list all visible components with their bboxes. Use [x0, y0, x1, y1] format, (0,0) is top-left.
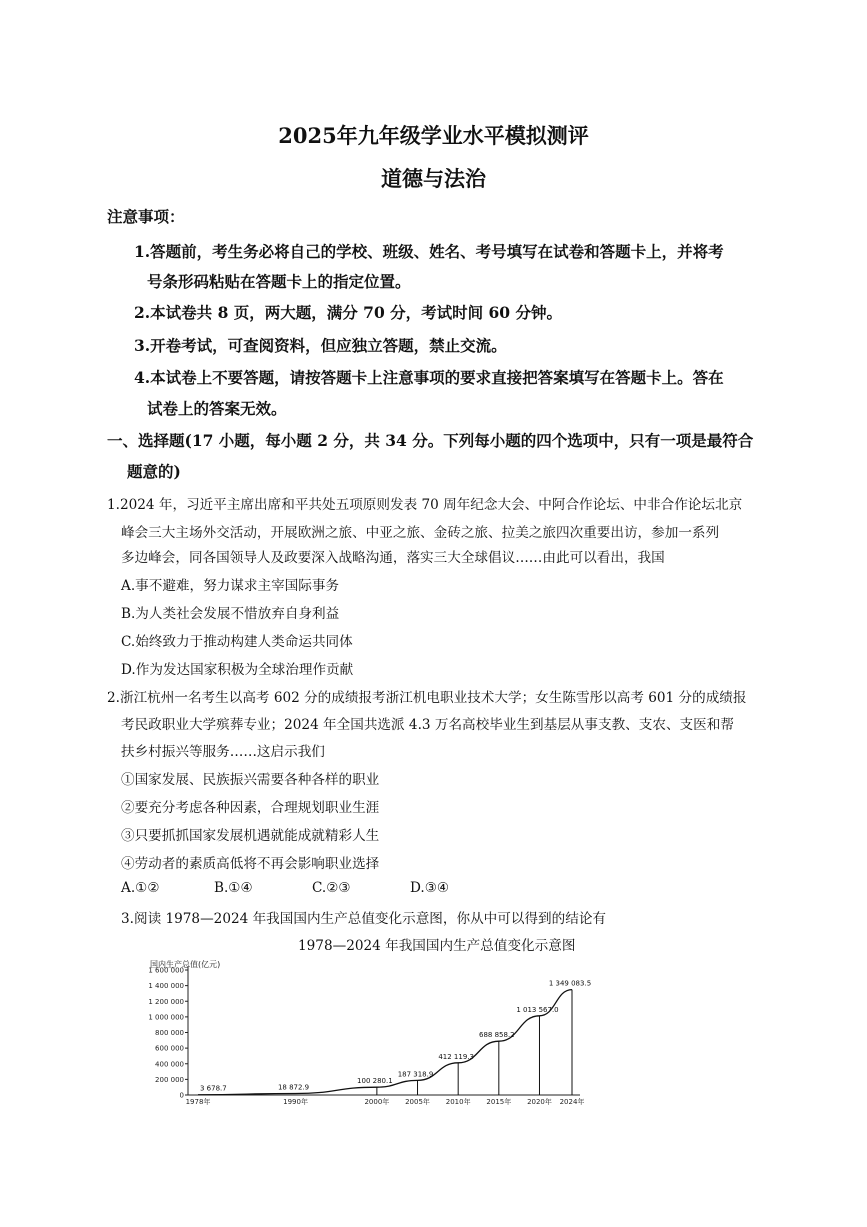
- q2-stem-line-1: 2.浙江杭州一名考生以高考 602 分的成绩报考浙江机电职业技术大学；女生陈雪彤以高考 601 分的成绩报: [107, 690, 747, 706]
- gdp-data-label: 100 280.1: [357, 1077, 393, 1086]
- q2-option-d: D.③④: [410, 880, 450, 896]
- gdp-chart: [140, 958, 600, 1108]
- notice-heading: 注意事项：: [107, 207, 185, 226]
- notice-item-1-line-2: 号条形码粘贴在答题卡上的指定位置。: [147, 272, 411, 291]
- chart-y-tick-label: 600 000: [155, 1044, 184, 1053]
- q1-stem-line-2: 峰会三大主场外交活动，开展欧洲之旅、中亚之旅、金砖之旅、拉美之旅四次重要出访，参加一系列: [121, 525, 720, 541]
- q1-option-c: C.始终致力于推动构建人类命运共同体: [121, 634, 353, 650]
- q2-option-b: B.①④: [214, 880, 253, 896]
- gdp-data-label: 1 013 567.0: [516, 1005, 559, 1014]
- q2-stem-line-3: 扶乡村振兴等服务……这启示我们: [121, 744, 325, 760]
- q2-statement-4: ④劳动者的素质高低将不再会影响职业选择: [121, 856, 380, 872]
- q2-statement-1: ①国家发展、民族振兴需要各种各样的职业: [121, 772, 380, 788]
- chart-y-label: 国内生产总值(亿元): [150, 960, 221, 969]
- q1-option-a: A.事不避难，努力谋求主宰国际事务: [121, 578, 340, 594]
- chart-x-tick-label: 2010年: [445, 1098, 471, 1106]
- notice-item-1-line-1: 1.答题前，考生务必将自己的学校、班级、姓名、考号填写在试卷和答题卡上，并将考: [134, 242, 724, 261]
- q1-option-d: D.作为发达国家积极为全球治理作贡献: [121, 662, 354, 678]
- q2-statement-3: ③只要抓抓国家发展机遇就能成就精彩人生: [121, 828, 380, 844]
- gdp-data-label: 187 318.9: [397, 1070, 434, 1079]
- gdp-data-label: 412 119.3: [438, 1052, 474, 1061]
- chart-x-tick-label: 1978年: [185, 1098, 211, 1106]
- notice-item-4-line-1: 4.本试卷上不要答题，请按答题卡上注意事项的要求直接把答案填写在答题卡上。答在: [134, 368, 724, 387]
- exam-title: 2025年九年级学业水平模拟测评: [278, 123, 589, 148]
- chart-x-tick-label: 2020年: [527, 1098, 552, 1106]
- q3-stem: 3.阅读 1978—2024 年我国国内生产总值变化示意图，你从中可以得到的结论有: [121, 911, 607, 927]
- chart-x-tick-label: 2024年: [559, 1098, 585, 1106]
- chart-x-tick-label: 2005年: [405, 1098, 430, 1106]
- chart-y-tick-label: 1 400 000: [148, 982, 184, 991]
- q2-option-a: A.①②: [121, 880, 160, 896]
- section-heading-line-1: 一、选择题(17 小题，每小题 2 分，共 34 分。下列每小题的四个选项中，只有一项是最符合: [107, 431, 754, 450]
- chart-y-tick-label: 1 600 000: [148, 966, 184, 975]
- gdp-data-label: 1 349 083.5: [548, 979, 592, 988]
- section-heading-line-2: 题意的): [127, 462, 181, 481]
- q2-option-c: C.②③: [312, 880, 351, 896]
- notice-item-2: 2.本试卷共 8 页，两大题，满分 70 分，考试时间 60 分钟。: [134, 303, 562, 322]
- chart-x-tick-label: 2015年: [486, 1098, 512, 1106]
- chart-y-tick-label: 1 000 000: [148, 1013, 184, 1022]
- chart-y-tick-label: 400 000: [155, 1060, 184, 1069]
- q1-stem-line-1: 1.2024 年，习近平主席出席和平共处五项原则发表 70 周年纪念大会、中阿合作论坛、中非合作论坛北京: [107, 497, 743, 513]
- q1-stem-line-3: 多边峰会，同各国领导人及政要深入战略沟通，落实三大全球倡议……由此可以看出，我国: [121, 550, 665, 566]
- q2-stem-line-2: 考民政职业大学殡葬专业；2024 年全国共选派 4.3 万名高校毕业生到基层从事支教、支农、支医和帮: [121, 717, 734, 733]
- chart-x-tick-label: 2000年: [364, 1098, 390, 1106]
- notice-item-4-line-2: 试卷上的答案无效。: [147, 399, 287, 418]
- chart-y-tick-label: 0: [179, 1091, 184, 1100]
- chart-y-tick-label: 1 200 000: [148, 997, 184, 1006]
- subject-title: 道德与法治: [381, 166, 486, 191]
- chart-y-tick-label: 200 000: [155, 1075, 184, 1084]
- q1-option-b: B.为人类社会发展不惜放弃自身利益: [121, 606, 340, 622]
- notice-item-3: 3.开卷考试，可查阅资料，但应独立答题，禁止交流。: [134, 336, 507, 355]
- gdp-data-label: 688 858.2: [479, 1031, 515, 1040]
- chart-x-tick-label: 1990年: [283, 1098, 308, 1106]
- chart-y-tick-label: 800 000: [155, 1029, 184, 1037]
- gdp-data-label: 18 872.9: [277, 1083, 310, 1092]
- chart-title: 1978—2024 年我国国内生产总值变化示意图: [298, 938, 576, 954]
- gdp-data-label: 3 678.7: [200, 1084, 227, 1093]
- q2-statement-2: ②要充分考虑各种因素，合理规划职业生涯: [121, 800, 380, 816]
